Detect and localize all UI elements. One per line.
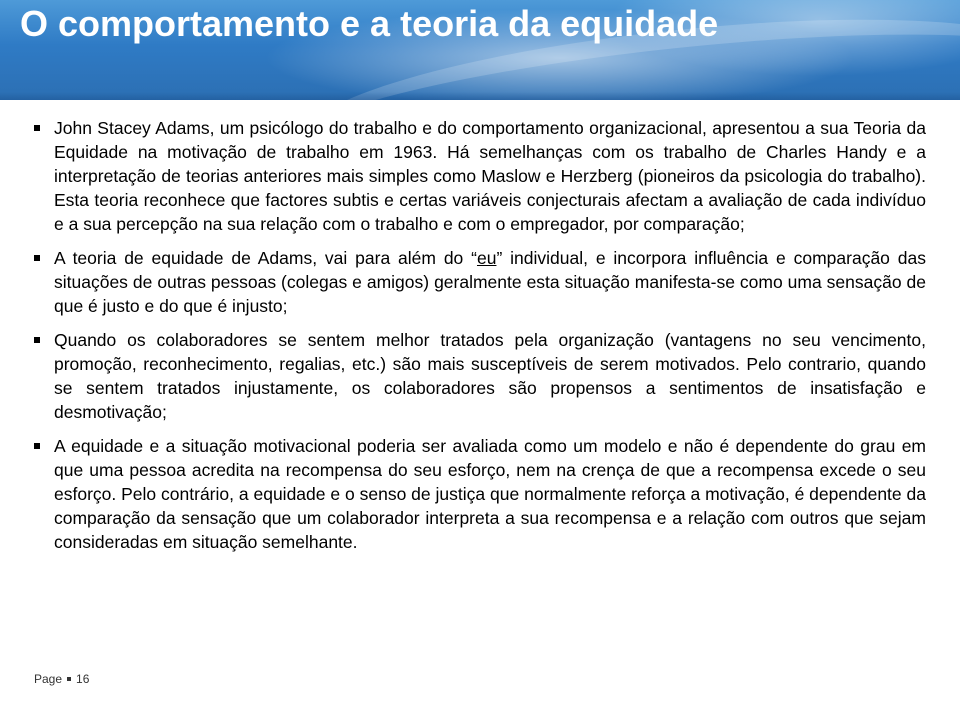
footer [34, 672, 89, 686]
slide-title: O comportamento e a teoria da equidade [20, 3, 719, 44]
bullet-item [34, 328, 926, 424]
bullet-text: A equidade e a situação motivacional poderia ser avaliada como um modelo e não é dependente do grau em que uma pessoa acredita na recompensa do seu esforço, nem na crença de que a recompensa excede o seu esforço. Pelo contrário, a equidade e o senso de justiça que normalmente reforça a motivação, é dependente da comparação da sensação que um colaborador interpreta a sua recompensa e a relação com outros que sejam consideradas em situação semelhante. [54, 436, 926, 552]
bullet-item [34, 116, 926, 236]
slide-content [34, 116, 926, 564]
square-separator-icon [67, 677, 71, 681]
bullet-text-before: A teoria de equidade de Adams, vai para além do “ [54, 248, 477, 268]
bullet-list [34, 116, 926, 554]
page-label: Page [34, 672, 63, 686]
square-bullet-icon [34, 255, 40, 261]
bullet-text: Quando os colaboradores se sentem melhor tratados pela organização (vantagens no seu vencimento, promoção, reconhecimento, regalias, etc.) são mais susceptíveis de serem motivados. Pelo contrario, quando se sentem tratados injustamente, os colaboradores são propensos a sentimentos de insatisfação e desmotivação; [54, 330, 926, 422]
header-band [0, 0, 960, 100]
bullet-text: John Stacey Adams, um psicólogo do trabalho e do comportamento organizacional, apresentou a sua Teoria da Equidade na motivação de trabalho em 1963. Há semelhanças com os trabalho de Charles Handy e a interpretação de teorias anteriores mais simples como Maslow e Herzberg (pioneiros da psicologia do trabalho). Esta teoria reconhece que factores subtis e certas variáveis conjecturais afectam a avaliação de cada indivíduo e a sua percepção na sua relação com o trabalho e com o empregador, por comparação; [54, 118, 926, 234]
page-number: 16 [76, 672, 90, 686]
bullet-item [34, 434, 926, 554]
square-bullet-icon [34, 337, 40, 343]
square-bullet-icon [34, 443, 40, 449]
square-bullet-icon [34, 125, 40, 131]
bullet-text-underlined: eu [476, 248, 497, 268]
bullet-text-after: ” individual, e incorpora influência e comparação das situações de outras pessoas (colegas e amigos) geralmente esta situação manifesta-se como uma sensação de que é justo e do que é injusto; [54, 248, 926, 316]
bullet-item [34, 246, 926, 318]
